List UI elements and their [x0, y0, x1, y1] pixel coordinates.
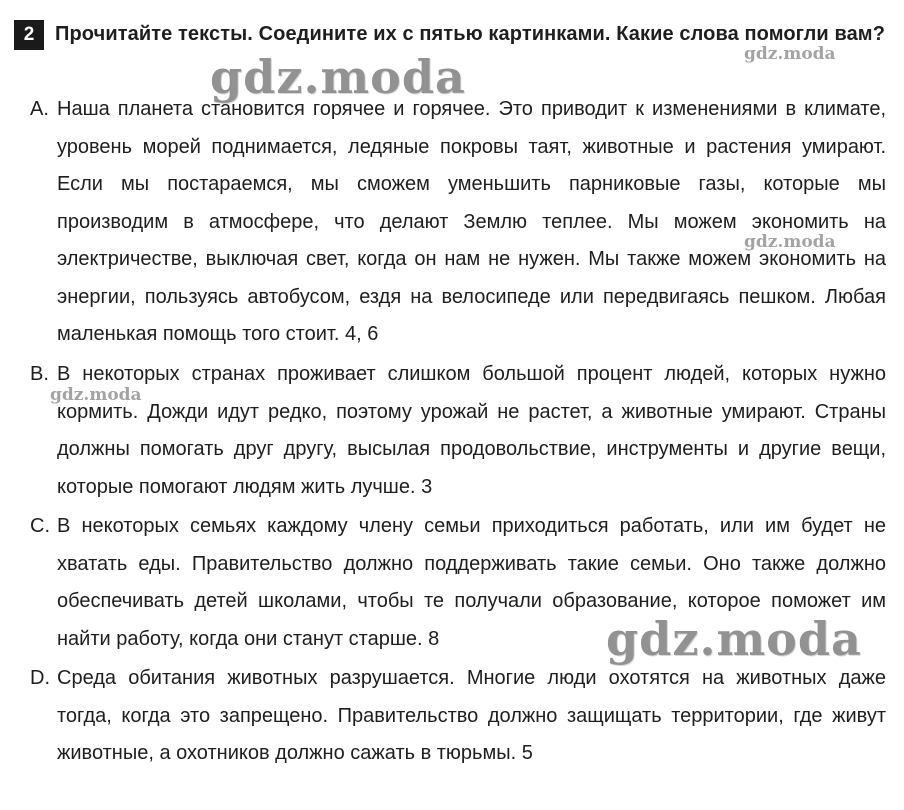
text-item-label: C.	[30, 515, 50, 537]
text-item-body: В некоторых семьях каждому члену семьи приходиться работать, или им будет не хватать еды. Правительство должно поддерживать такие семьи. Оно также должно обеспечивать детей школами, чтобы те получали образование, которое поможет им найти работу, когда они станут старше. 8	[57, 515, 886, 650]
watermark-large: gdz.moda	[210, 50, 466, 104]
task-number-badge: 2	[14, 20, 44, 50]
task-instruction: Прочитайте тексты. Соедините их с пятью картинками. Какие слова помогли вам?	[55, 23, 886, 45]
watermark-large: gdz.moda	[606, 612, 862, 666]
text-item-body: Наша планета становится горячее и горячее. Это приводит к изменениями в климате, уровень морей поднимается, ледяные покровы таят, животные и растения умирают. Если мы постараемся, мы сможем уменьшить парниковые газы, которые мы производим в атмосфере, что делают Землю теплее. Мы можем экономить на электричестве, выключая свет, когда он нам не нужен. Мы также можем экономить на энергии, пользуясь автобусом, ездя на велосипеде или передвигаясь пешком. Любая маленькая помощь того стоит. 4, 6	[57, 98, 886, 345]
text-item-body: Среда обитания животных разрушается. Многие люди охотятся на животных даже тогда, когда это запрещено. Правительство должно защищать территории, где живут животные, а охотников должно сажать в тюрьмы. 5	[57, 667, 886, 764]
text-item-label: A.	[30, 98, 49, 120]
watermark-small: gdz.moda	[744, 232, 836, 252]
watermark-small: gdz.moda	[50, 385, 142, 405]
text-item-label: D.	[30, 667, 50, 689]
text-item-body: В некоторых странах проживает слишком большой процент людей, которых нужно кормить. Дожди идут редко, поэтому урожай не растет, а животные умирают. Страны должны помогать друг другу, высылая продовольствие, инструменты и другие вещи, которые помогают людям жить лучше. 3	[57, 363, 886, 498]
text-item-label: B.	[30, 363, 49, 385]
watermark-small: gdz.moda	[744, 44, 836, 64]
